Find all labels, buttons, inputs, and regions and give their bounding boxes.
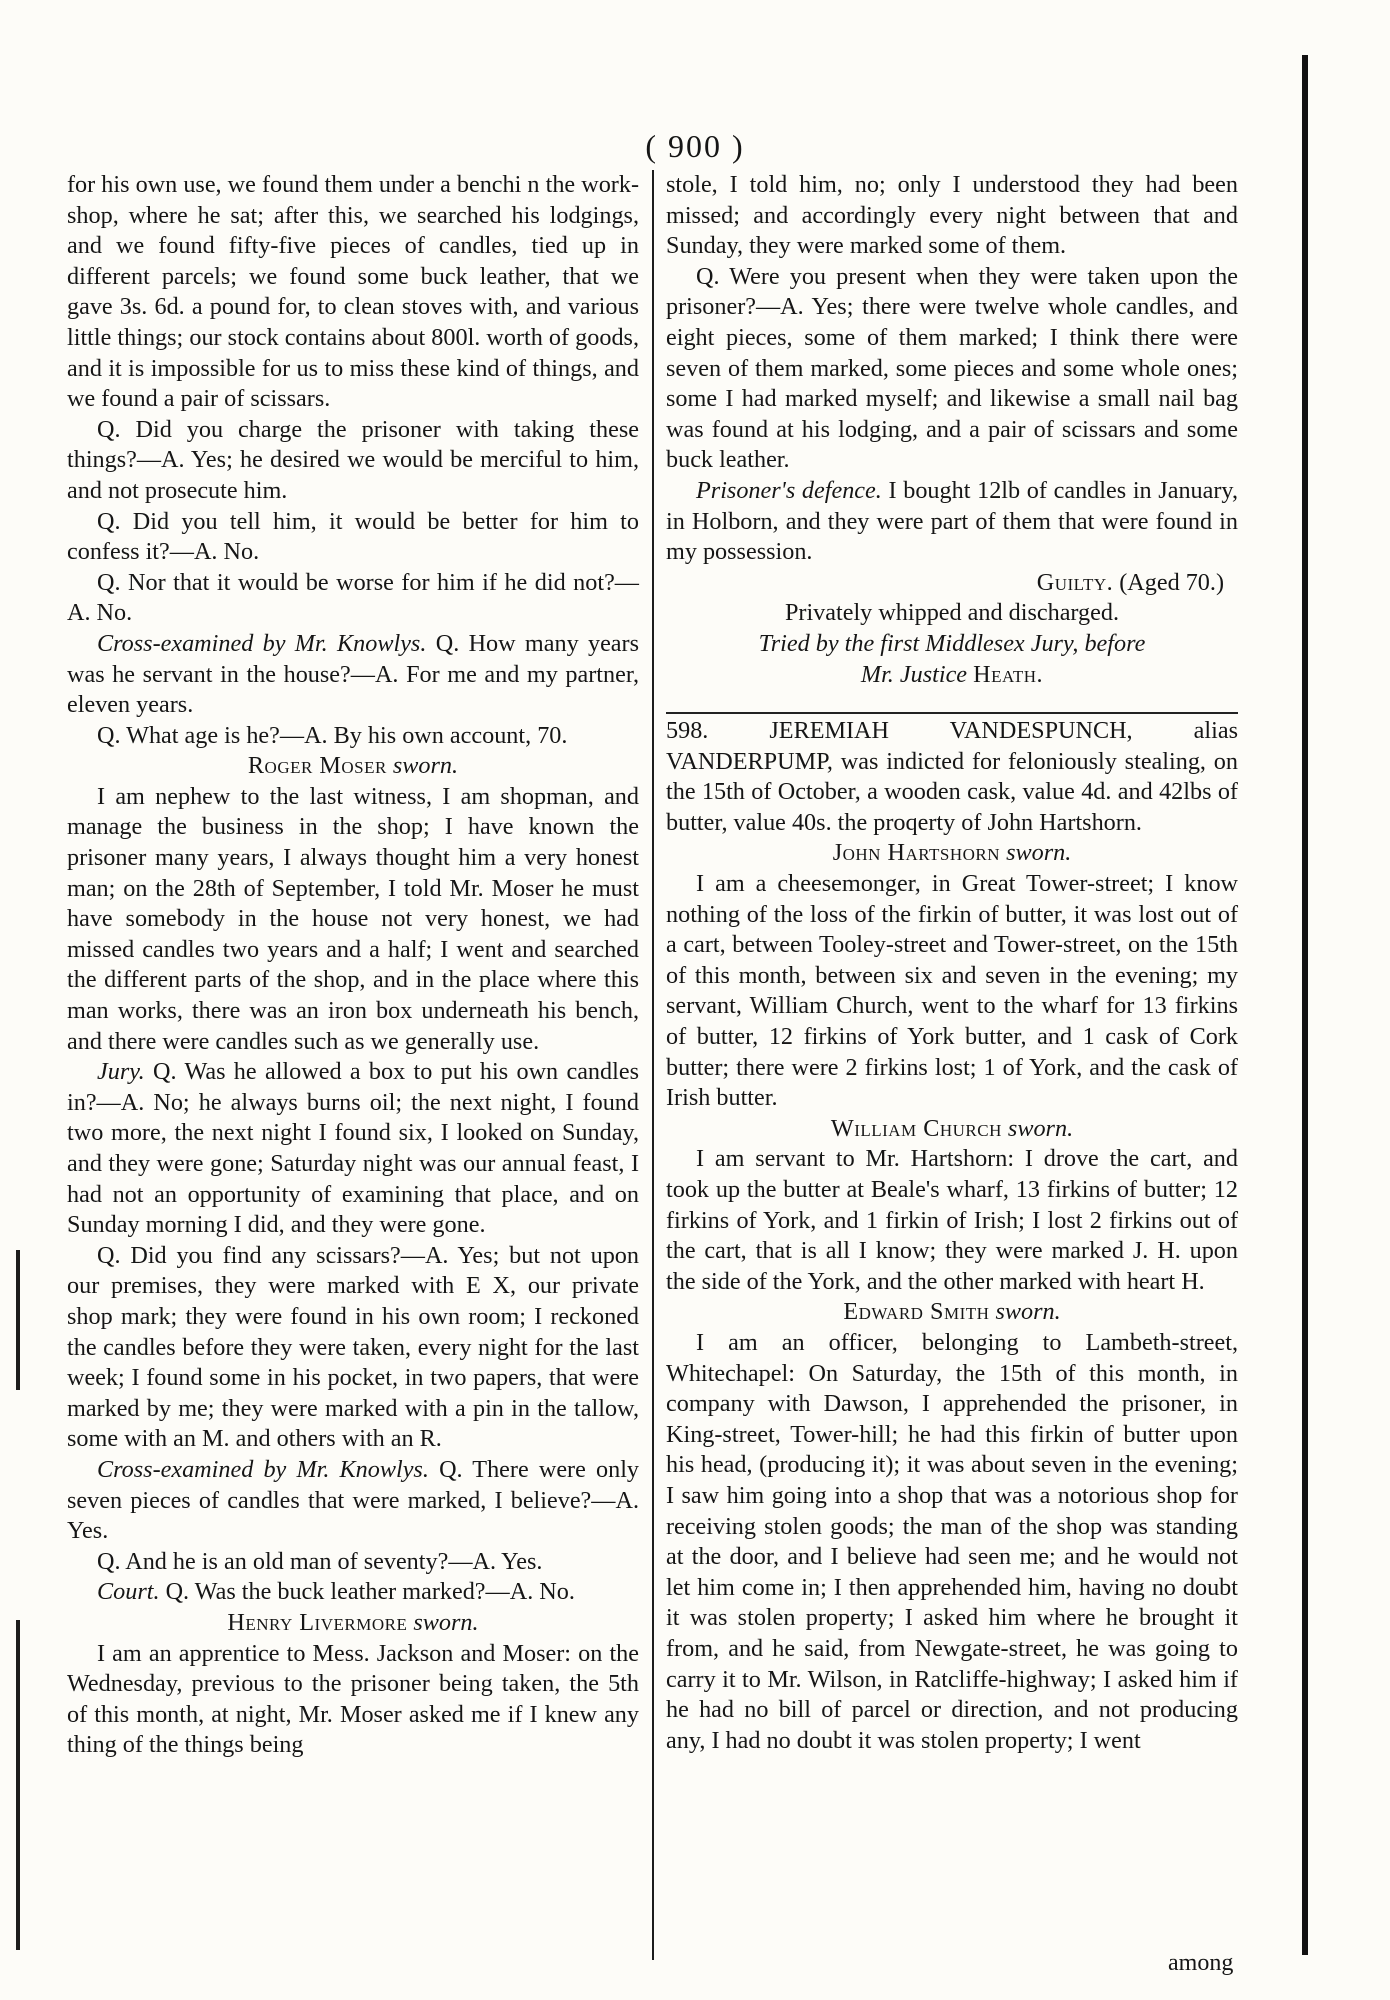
verdict-line [666, 568, 1238, 599]
paragraph: for his own use, we found them under a benchi n the work-shop, where he sat; after this, we searched his lodgings, and we found fifty-five pieces of candles, tied up in different parcels; we found some buck leather, that we gave 3s. 6d. a pound for, to clean stoves with, and various little things; our stock contains about 800l. worth of goods, and it is impossible for us to miss these kind of things, and we found a pair of scissars. [67, 171, 639, 413]
paragraph: Q. Nor that it would be worse for him if he did not?—A. No. [67, 568, 639, 627]
paragraph [67, 1057, 639, 1241]
paragraph [67, 1577, 639, 1608]
right-column [666, 170, 1238, 1756]
speaker-label: Prisoner's defence. [696, 476, 882, 504]
speaker-label: Cross-examined by Mr. Knowlys. [97, 1455, 429, 1483]
page-number: ( 900 ) [645, 128, 745, 164]
witness-heading [666, 838, 1238, 869]
sworn-label: sworn. [392, 752, 459, 780]
paragraph: Q. Were you present when they were taken upon the prisoner?—A. Yes; there were twelve whole candles, and eight pieces, some of them marked; I think there were seven of them marked, some pieces and some whole ones; some I had marked myself; and likewise a small nail bag was found at his lodging, and a pair of scissars and some buck leather. [666, 262, 1238, 474]
sworn-label: sworn. [413, 1608, 479, 1636]
paragraph [67, 1455, 639, 1547]
witness-name: Roger Moser [247, 752, 387, 780]
paragraph [666, 476, 1238, 568]
judge-title: Mr. Justice [860, 660, 968, 688]
judge-line [666, 660, 1238, 691]
tried-line: Tried by the first Middlesex Jury, before [758, 629, 1146, 657]
witness-name: Edward Smith [843, 1298, 990, 1326]
witness-name: John Hartshorn [832, 839, 1001, 867]
paragraph: I am nephew to the last witness, I am shopman, and manage the business in the shop; I have known the prisoner many years, I always thought him a very honest man; on the 28th of September, I told Mr. Moser he must have somebody in the house not very honest, we had missed candles two years and a half; I went and searched the different parts of the shop, and in the place where this man works, there was an iron box underneath his bench, and there were candles such as we generally use. [67, 782, 639, 1055]
paragraph-text: I bought 12lb of candles in January, in Holborn, and they were part of them that were found in my possession. [666, 476, 1239, 566]
paragraph-text: Q. There were only seven pieces of candles that were marked, I believe?—A. Yes. [67, 1455, 640, 1545]
sentence: Privately whipped and discharged. [784, 599, 1120, 627]
paragraph: Q. Did you tell him, it would be better for him to confess it?—A. No. [67, 507, 639, 566]
paragraph: I am an apprentice to Mess. Jackson and Moser: on the Wednesday, previous to the prisoner being taken, the 5th of this month, at night, Mr. Moser asked me if I knew any thing of the things being [67, 1639, 639, 1759]
witness-heading [67, 751, 639, 782]
case-heading: 598. JEREMIAH VANDESPUNCH, alias VANDERPUMP, was indicted for feloniously stealing, on the 15th of October, a wooden cask, value 4d. and 42lbs of butter, value 40s. the proqerty of John Hartshorn. [666, 717, 1238, 836]
edge-mark [16, 1620, 20, 1950]
speaker-label: Court. [97, 1578, 160, 1606]
sworn-label: sworn. [1006, 839, 1072, 867]
paragraph: Q. And he is an old man of seventy?—A. Yes. [97, 1547, 543, 1575]
paragraph: Q. What age is he?—A. By his own account, 70. [97, 721, 568, 749]
witness-heading [67, 1608, 639, 1639]
paragraph [67, 629, 639, 721]
witness-name: William Church [830, 1114, 1002, 1142]
column-rule [652, 170, 654, 1960]
speaker-label: Jury. [97, 1058, 145, 1086]
paragraph: Q. Did you find any scissars?—A. Yes; but not upon our premises, they were marked with E X, our private shop mark; they were found in his own room; I reckoned the candles before they were taken, every night for the last week; I found some in his pocket, in two papers, that were marked by me; they were marked with a pin in the tallow, some with an M. and others with an R. [67, 1241, 639, 1453]
catchword: among [1168, 1950, 1234, 1976]
paragraph: stole, I told him, no; only I understood they had been missed; and accordingly every night between that and Sunday, they were marked some of them. [666, 171, 1238, 260]
paragraph: I am an officer, belonging to Lambeth-street, Whitechapel: On Saturday, the 15th of this month, in company with Dawson, I apprehended the prisoner, in King-street, Tower-hill; he had this firkin of butter upon his head, (producing it); it was about seven in the evening; I saw him going into a shop that was a notorious shop for receiving stolen goods; the man of the shop was standing at the door, and I believe had seen me; and he would not let him come in; I then apprehended him, having no doubt it was stolen property; I asked him where he brought it from, and he said, from Newgate-street, he was going to carry it to Mr. Wilson, in Ratcliffe-highway; I asked him if he had no bill of parcel or direction, and not producing any, I had no doubt it was stolen property; I went [666, 1328, 1238, 1754]
verdict: Guilty. [1036, 568, 1114, 596]
left-column [67, 170, 639, 1761]
sworn-label: sworn. [1007, 1114, 1074, 1142]
witness-name: Henry Livermore [227, 1608, 408, 1636]
margin-rule [1302, 55, 1308, 1955]
witness-heading [666, 1114, 1238, 1145]
edge-mark [16, 1250, 20, 1390]
paragraph: Q. Did you charge the prisoner with taking these things?—A. Yes; he desired we would be merciful to him, and not prosecute him. [67, 415, 639, 504]
paragraph-text: Q. How many years was he servant in the house?—A. For me and my partner, eleven years. [67, 629, 640, 719]
judge-name: Heath. [973, 660, 1044, 688]
paragraph-text: Q. Was the buck leather marked?—A. No. [159, 1578, 575, 1606]
sworn-label: sworn. [995, 1298, 1061, 1326]
paragraph: I am a cheesemonger, in Great Tower-street; I know nothing of the loss of the firkin of butter, it was lost out of a cart, between Tooley-street and Tower-street, on the 15th of this month, between six and seven in the evening; my servant, William Church, went to the wharf for 13 firkins of butter, 12 firkins of York butter, and 1 cask of Cork butter; there were 2 firkins lost; 1 of York, and the cask of Irish butter. [666, 870, 1238, 1112]
verdict-age: (Aged 70.) [1119, 568, 1224, 596]
paragraph-text: Q. Was he allowed a box to put his own candles in?—A. No; he always burns oil; the next night, I found two more, the next night I found six, I looked on Sunday, and they were gone; Saturday night was our annual feast, I had not an opportunity of examining that place, and on Sunday morning I did, and they were gone. [67, 1058, 639, 1239]
paragraph: I am servant to Mr. Hartshorn: I drove the cart, and took up the butter at Beale's wharf, 13 firkins of butter; 12 firkins of York, and 1 firkin of Irish; I lost 2 firkins out of the cart, that is all I know; they were marked J. H. upon the side of the York, and the other marked with heart H. [666, 1145, 1238, 1295]
speaker-label: Cross-examined by Mr. Knowlys. [97, 629, 427, 657]
witness-heading [666, 1297, 1238, 1328]
